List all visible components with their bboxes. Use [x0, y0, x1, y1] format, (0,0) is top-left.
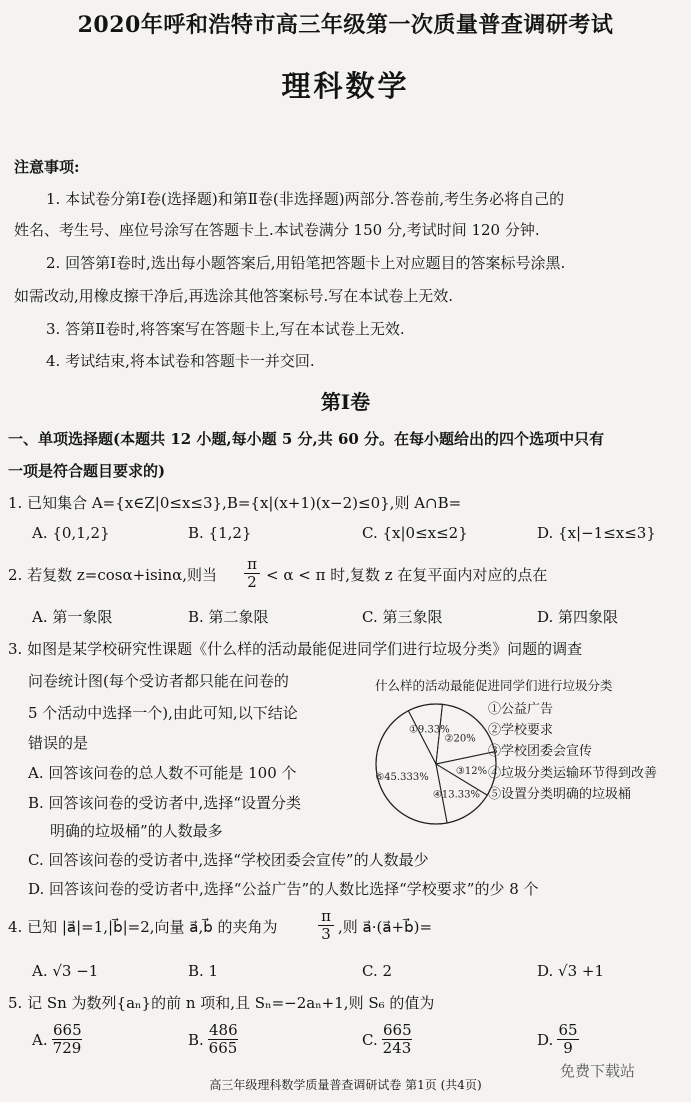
q3-option-b: B. 回答该问卷的受访者中,选择“设置分类	[28, 794, 301, 812]
q1-option-d: D. {x|−1≤x≤3}	[537, 524, 656, 542]
q2-option-d: D. 第四象限	[537, 608, 619, 626]
question-3-stem: 错误的是	[28, 734, 89, 752]
legend-item: ③学校团委会宣传	[488, 744, 593, 759]
pie-slice-label: ⑤45.333%	[375, 771, 429, 783]
question-3-stem: 5 个活动中选择一个),由此可知,以下结论	[28, 704, 298, 722]
pie-slice-label: ②20%	[444, 733, 476, 745]
volume-heading: 第Ⅰ卷	[320, 390, 371, 414]
q3-option-a: A. 回答该问卷的总人数不可能是 100 个	[28, 764, 297, 782]
question-4-stem-end: ,则 a⃗·(a⃗+b⃗)=	[338, 918, 433, 936]
notice-line: 如需改动,用橡皮擦干净后,再选涂其他答案标号.写在本试卷上无效.	[14, 287, 454, 305]
q2-fraction: $\frac{\pi}{2}$	[244, 556, 260, 591]
q5-option-a-label: A.	[32, 1031, 48, 1049]
question-3-stem: 问卷统计图(每个受访者都只能在问卷的	[28, 672, 289, 690]
question-4-stem: 4. 已知 |a⃗|=1,|b⃗|=2,向量 a⃗,b⃗ 的夹角为	[8, 918, 278, 936]
q4-option-a: A. √3 −1	[32, 962, 99, 980]
q5-option-c-label: C.	[362, 1031, 378, 1049]
q5-option-b-fraction: $\frac{486}{665}$	[208, 1021, 238, 1057]
section-heading: 一项是符合题目要求的)	[8, 462, 166, 480]
page-footer: 高三年级理科数学质量普查调研试卷 第1页 (共4页)	[209, 1078, 482, 1092]
q3-option-b-cont: 明确的垃圾桶”的人数最多	[50, 822, 223, 840]
q5-option-b-label: B.	[188, 1031, 204, 1049]
q4-option-d: D. √3 +1	[537, 962, 605, 980]
section-heading: 一、单项选择题(本题共 12 小题,每小题 5 分,共 60 分。在每小题给出的四个选项中只有	[8, 430, 605, 448]
question-3-stem: 3. 如图是某学校研究性课题《什么样的活动最能促进同学们进行垃圾分类》问题的调查	[8, 640, 583, 658]
q4-fraction: $\frac{\pi}{3}$	[318, 908, 334, 943]
legend-item: ④垃圾分类运输环节得到改善	[488, 766, 658, 781]
q5-option-d-fraction: $\frac{65}{9}$	[558, 1021, 578, 1057]
q4-option-b: B. 1	[188, 962, 219, 980]
q5-option-c-fraction: $\frac{665}{243}$	[382, 1021, 412, 1057]
q5-option-d-label: D.	[537, 1031, 554, 1049]
chart-title: 什么样的活动最能促进同学们进行垃圾分类	[375, 678, 613, 693]
notice-line: 4. 考试结束,将本试卷和答题卡一并交回.	[46, 352, 315, 370]
notice-line: 3. 答第Ⅱ卷时,将答案写在答题卡上,写在本试卷上无效.	[46, 320, 405, 338]
question-2-stem: 2. 若复数 z=cosα+isinα,则当	[8, 566, 217, 584]
notice-heading: 注意事项:	[14, 158, 80, 176]
pie-slice-label: ④13.33%	[432, 789, 481, 801]
q1-option-b: B. {1,2}	[188, 524, 252, 542]
exam-title: 2020年呼和浩特市高三年级第一次质量普查调研考试	[77, 12, 614, 38]
legend-item: ②学校要求	[488, 723, 554, 738]
question-2-stem-end: < α < π 时,复数 z 在复平面内对应的点在	[266, 566, 548, 584]
notice-line: 姓名、考生号、座位号涂写在答题卡上.本试卷满分 150 分,考试时间 120 分钟.	[14, 221, 540, 239]
q2-option-c: C. 第三象限	[362, 608, 443, 626]
subject-title: 理科数学	[281, 69, 410, 103]
q4-option-c: C. 2	[362, 962, 393, 980]
q3-option-d: D. 回答该问卷的受访者中,选择“公益广告”的人数比选择“学校要求”的少 8 个	[28, 880, 539, 898]
notice-line: 1. 本试卷分第Ⅰ卷(选择题)和第Ⅱ卷(非选择题)两部分.答卷前,考生务必将自己的	[46, 190, 565, 208]
legend-item: ⑤设置分类明确的垃圾桶	[488, 787, 632, 802]
legend-item: ①公益广告	[488, 702, 554, 717]
q1-option-a: A. {0,1,2}	[32, 524, 110, 542]
q2-option-b: B. 第二象限	[188, 608, 269, 626]
q1-option-c: C. {x|0≤x≤2}	[362, 524, 468, 542]
pie-slice-label: ①9.33%	[408, 724, 450, 736]
q2-option-a: A. 第一象限	[32, 608, 113, 626]
watermark: 免费下载站	[560, 1062, 636, 1080]
notice-line: 2. 回答第Ⅰ卷时,选出每小题答案后,用铅笔把答题卡上对应题目的答案标号涂黑.	[46, 254, 566, 272]
q5-option-a-fraction: $\frac{665}{729}$	[52, 1021, 82, 1057]
pie-slice-label: ③12%	[455, 766, 488, 778]
question-1-stem: 1. 已知集合 A={x∈Z|0≤x≤3},B={x|(x+1)(x−2)≤0},则 A∩B=	[8, 494, 462, 512]
q3-option-c: C. 回答该问卷的受访者中,选择“学校团委会宣传”的人数最少	[28, 851, 429, 869]
question-5-stem: 5. 记 Sn 为数列{aₙ}的前 n 项和,且 Sₙ=−2aₙ+1,则 S₆ 的值为	[8, 994, 435, 1012]
